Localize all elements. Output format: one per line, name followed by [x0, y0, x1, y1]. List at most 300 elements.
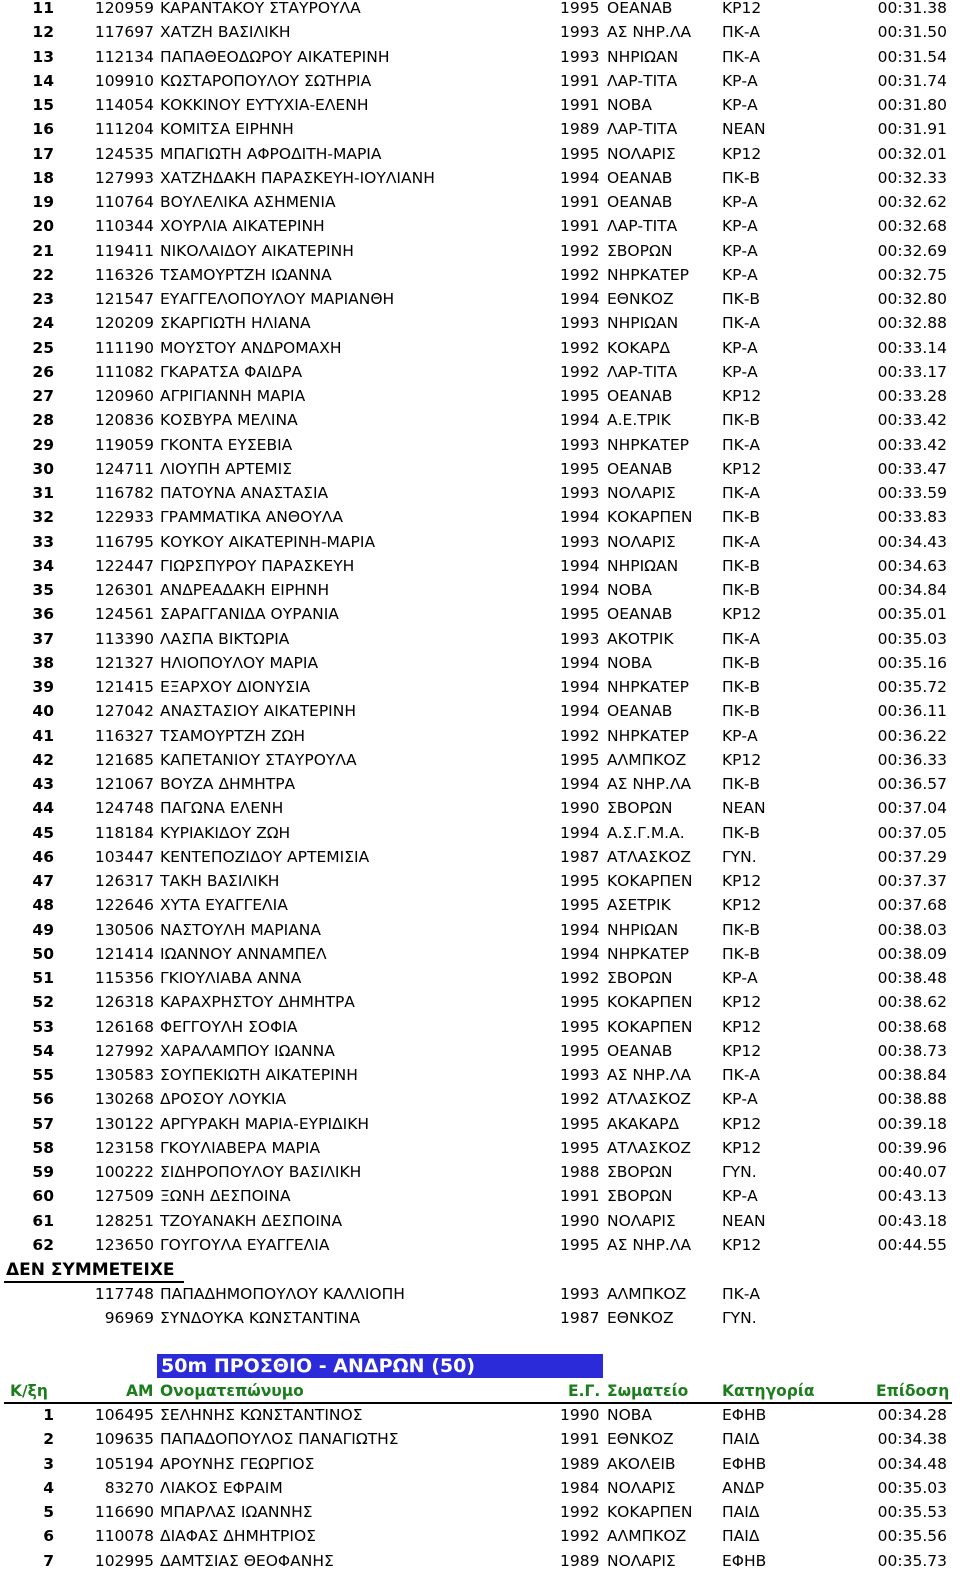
category: ΚΡ-Α: [722, 362, 758, 381]
athlete-id: 120836: [94, 411, 154, 430]
table-row: [0, 69, 960, 93]
table-row: [0, 554, 960, 578]
category: ΕΦΗΒ: [722, 1406, 767, 1424]
category: ΠΚ-Β: [722, 556, 761, 575]
athlete-name: ΚΩΣΤΑΡΟΠΟΥΛΟΥ ΣΩΤΗΡΙΑ: [160, 71, 372, 90]
birth-year: 1995: [560, 387, 600, 405]
category: ΚΡ12: [722, 387, 762, 405]
birth-year: 1990: [560, 1211, 600, 1230]
table-row: [0, 214, 960, 238]
time: 00:33.42: [877, 435, 947, 454]
category: ΚΡ-Α: [722, 96, 758, 114]
athlete-name: ΧΑΡΑΛΑΜΠΟΥ ΙΩΑΝΝΑ: [160, 1041, 335, 1060]
time: 00:32.62: [877, 193, 947, 211]
birth-year: 1991: [560, 193, 600, 211]
rank: 27: [32, 387, 54, 405]
rank: 48: [32, 896, 54, 915]
athlete-id: 119059: [94, 435, 154, 454]
club: ΑΣ ΝΗΡ.ΛΑ: [607, 1235, 692, 1254]
athlete-name: ΔΑΜΤΣΙΑΣ ΘΕΟΦΑΝΗΣ: [160, 1551, 334, 1570]
table-row: [0, 869, 960, 893]
athlete-name: ΔΡΟΣΟΥ ΛΟΥΚΙΑ: [160, 1090, 287, 1109]
time: 00:37.29: [877, 847, 947, 866]
time: 00:32.75: [877, 265, 947, 284]
birth-year: 1992: [560, 726, 600, 745]
athlete-id: 120959: [94, 0, 154, 17]
athlete-name: ΓΚΙΟΥΛΙΑΒΑ ΑΝΝΑ: [160, 969, 302, 987]
table-row: [0, 724, 960, 748]
category: ΠΚ-Β: [722, 823, 761, 842]
rank: 13: [32, 47, 54, 66]
club: ΝΟΛΑΡΙΣ: [607, 1211, 676, 1230]
birth-year: 1992: [560, 265, 600, 284]
birth-year: 1994: [560, 290, 600, 308]
athlete-id: 116690: [94, 1503, 154, 1521]
birth-year: 1995: [560, 896, 600, 915]
time: 00:38.62: [877, 993, 947, 1012]
birth-year: 1992: [560, 1527, 600, 1546]
birth-year: 1993: [560, 23, 600, 42]
athlete-name: ΔΙΑΦΑΣ ΔΗΜΗΤΡΙΟΣ: [160, 1527, 316, 1546]
athlete-id: 124748: [94, 799, 154, 818]
table-row: [0, 893, 960, 917]
rank: 59: [32, 1163, 54, 1181]
birth-year: 1995: [560, 872, 600, 890]
club: ΟΕΑΝΑΒ: [607, 1041, 673, 1060]
rank: 41: [32, 726, 54, 745]
birth-year: 1994: [560, 920, 600, 939]
athlete-id: 120960: [94, 387, 154, 405]
table-row: [0, 1524, 960, 1548]
athlete-name: ΤΖΟΥΑΝΑΚΗ ΔΕΣΠΟΙΝΑ: [160, 1211, 343, 1230]
time: 00:35.03: [877, 1478, 947, 1497]
rank: 20: [32, 217, 54, 236]
rank: 52: [32, 993, 54, 1012]
athlete-id: 121327: [94, 653, 154, 672]
athlete-name: ΤΑΚΗ ΒΑΣΙΛΙΚΗ: [160, 872, 280, 890]
birth-year: 1995: [560, 993, 600, 1012]
birth-year: 1992: [560, 1503, 600, 1521]
athlete-id: 118184: [94, 823, 154, 842]
athlete-id: 122447: [94, 556, 154, 575]
athlete-name: ΛΑΣΠΑ ΒΙΚΤΩΡΙΑ: [160, 629, 290, 648]
category: ΠΑΙΔ: [722, 1430, 760, 1449]
category: ΕΦΗΒ: [722, 1454, 767, 1473]
athlete-id: 110764: [94, 193, 154, 211]
athlete-name: ΚΟΚΚΙΝΟΥ ΕΥΤΥΧΙΑ-ΕΛΕΝΗ: [160, 96, 369, 114]
birth-year: 1995: [560, 1041, 600, 1060]
time: 00:35.53: [877, 1503, 947, 1521]
rank: 26: [32, 362, 54, 381]
category: ΠΚ-Β: [722, 290, 761, 308]
birth-year: 1995: [560, 1138, 600, 1157]
time: 00:32.88: [877, 314, 947, 333]
athlete-name: ΠΑΠΑΘΕΟΔΩΡΟΥ ΑΙΚΑΤΕΡΙΝΗ: [160, 47, 390, 66]
athlete-name: ΓΡΑΜΜΑΤΙΚΑ ΑΝΘΟΥΛΑ: [160, 508, 343, 527]
time: 00:34.28: [877, 1406, 947, 1424]
category: ΓΥΝ.: [722, 1163, 757, 1181]
club: ΟΕΑΝΑΒ: [607, 387, 673, 405]
header-time: Επίδοση: [876, 1382, 950, 1400]
time: 00:44.55: [877, 1235, 947, 1254]
athlete-name: ΜΠΑΓΙΩΤΗ ΑΦΡΟΔΙΤΗ-ΜΑΡΙΑ: [160, 144, 382, 163]
category: ΠΚ-Α: [722, 23, 761, 42]
category: ΠΚ-Α: [722, 314, 761, 333]
time: 00:38.68: [877, 1017, 947, 1036]
club: Α.Σ.Γ.Μ.Α.: [607, 823, 685, 842]
rank: 22: [32, 265, 54, 284]
athlete-id: 122933: [94, 508, 154, 527]
table-row: [0, 772, 960, 796]
table-row: [0, 1427, 960, 1451]
athlete-name: ΚΥΡΙΑΚΙΔΟΥ ΖΩΗ: [160, 823, 291, 842]
athlete-name: ΙΩΑΝΝΟΥ ΑΝΝΑΜΠΕΛ: [160, 944, 327, 963]
athlete-name: ΧΟΥΡΛΙΑ ΑΙΚΑΤΕΡΙΝΗ: [160, 217, 325, 236]
athlete-id: 124711: [94, 459, 154, 478]
club: ΝΟΒΑ: [607, 653, 653, 672]
category: ΚΡ12: [722, 144, 762, 163]
athlete-name: ΚΟΣΒΥΡΑ ΜΕΛΙΝΑ: [160, 411, 298, 430]
athlete-name: ΧΥΤΑ ΕΥΑΓΓΕΛΙΑ: [160, 896, 288, 915]
table-row: [0, 796, 960, 820]
rank: 16: [32, 120, 54, 139]
birth-year: 1993: [560, 1285, 600, 1303]
club: ΣΒΟΡΩΝ: [607, 969, 673, 987]
time: 00:33.59: [877, 484, 947, 502]
athlete-name: ΣΟΥΠΕΚΙΩΤΗ ΑΙΚΑΤΕΡΙΝΗ: [160, 1066, 358, 1084]
time: 00:38.03: [877, 920, 947, 939]
category: ΠΑΙΔ: [722, 1527, 760, 1546]
athlete-id: 130583: [94, 1066, 154, 1084]
time: 00:40.07: [877, 1163, 947, 1181]
rank: 49: [32, 920, 54, 939]
club: ΑΣ ΝΗΡ.ΛΑ: [607, 1066, 692, 1084]
athlete-name: ΑΓΡΙΓΙΑΝΝΗ ΜΑΡΙΑ: [160, 387, 306, 405]
table-row: [0, 530, 960, 554]
category: ΚΡ-Α: [722, 217, 758, 236]
athlete-name: ΑΡΓΥΡΑΚΗ ΜΑΡΙΑ-ΕΥΡΙΔΙΚΗ: [160, 1114, 370, 1133]
category: ΠΚ-Β: [722, 920, 761, 939]
club: ΟΕΑΝΑΒ: [607, 605, 673, 624]
time: 00:32.01: [877, 144, 947, 163]
club: ΕΘΝΚΟΖ: [607, 1309, 674, 1328]
category: ΚΡ12: [722, 872, 762, 890]
table-row: [0, 166, 960, 190]
birth-year: 1992: [560, 338, 600, 357]
athlete-name: ΣΚΑΡΓΙΩΤΗ ΗΛΙΑΝΑ: [160, 314, 311, 333]
category: ΚΡ12: [722, 605, 762, 624]
club: ΚΟΚΑΡΠΕΝ: [607, 1503, 693, 1521]
time: 00:35.16: [877, 653, 947, 672]
club: ΛΑΡ-ΤΙΤΑ: [607, 71, 678, 90]
rank: 3: [43, 1454, 54, 1473]
time: 00:32.68: [877, 217, 947, 236]
time: 00:33.28: [877, 387, 947, 405]
category: ΠΚ-Α: [722, 1066, 761, 1084]
time: 00:43.13: [877, 1187, 947, 1206]
athlete-id: 124535: [94, 144, 154, 163]
athlete-id: 130268: [94, 1090, 154, 1109]
time: 00:32.33: [877, 168, 947, 187]
club: ΕΘΝΚΟΖ: [607, 290, 674, 308]
rank: 50: [32, 944, 54, 963]
category: ΑΝΔΡ: [722, 1478, 765, 1497]
rank: 42: [32, 750, 54, 769]
table-row: [0, 1136, 960, 1160]
time: 00:31.50: [877, 23, 947, 42]
rank: 36: [32, 605, 54, 624]
time: 00:35.03: [877, 629, 947, 648]
rank: 21: [32, 241, 54, 260]
birth-year: 1991: [560, 1430, 600, 1449]
table-row: [0, 1403, 960, 1427]
birth-year: 1992: [560, 241, 600, 260]
birth-year: 1989: [560, 120, 600, 139]
athlete-name: ΤΣΑΜΟΥΡΤΖΗ ΙΩΑΝΝΑ: [160, 265, 332, 284]
category: ΠΚ-Α: [722, 484, 761, 502]
athlete-id: 111190: [94, 338, 154, 357]
table-row: [0, 1039, 960, 1063]
athlete-name: ΑΝΔΡΕΑΔΑΚΗ ΕΙΡΗΝΗ: [160, 581, 330, 599]
birth-year: 1995: [560, 459, 600, 478]
table-row: [0, 408, 960, 432]
athlete-name: ΛΙΑΚΟΣ ΕΦΡΑΙΜ: [160, 1478, 283, 1497]
time: 00:37.05: [877, 823, 947, 842]
club: ΑΚΟΤΡΙΚ: [607, 629, 674, 648]
table-row: [0, 918, 960, 942]
athlete-name: ΚΕΝΤΕΠΟΖΙΔΟΥ ΑΡΤΕΜΙΣΙΑ: [160, 847, 370, 866]
rank: 46: [32, 847, 54, 866]
time: 00:33.47: [877, 459, 947, 478]
time: 00:31.74: [877, 71, 947, 90]
birth-year: 1995: [560, 1235, 600, 1254]
club: ΟΕΑΝΑΒ: [607, 0, 673, 17]
athlete-name: ΠΑΠΑΔΗΜΟΠΟΥΛΟΥ ΚΑΛΛΙΟΠΗ: [160, 1285, 405, 1303]
athlete-id: 96969: [104, 1309, 154, 1328]
athlete-id: 116327: [94, 726, 154, 745]
birth-year: 1995: [560, 144, 600, 163]
athlete-id: 120209: [94, 314, 154, 333]
athlete-id: 116326: [94, 265, 154, 284]
category: ΚΡ-Α: [722, 241, 758, 260]
athlete-name: ΠΑΓΩΝΑ ΕΛΕΝΗ: [160, 799, 284, 818]
athlete-name: ΣΑΡΑΓΓΑΝΙΔΑ ΟΥΡΑΝΙΑ: [160, 605, 339, 624]
athlete-id: 121547: [94, 290, 154, 308]
table-row: [0, 1087, 960, 1111]
category: ΠΚ-Β: [722, 168, 761, 187]
athlete-id: 122646: [94, 896, 154, 915]
rank: 51: [32, 969, 54, 987]
athlete-id: 126317: [94, 872, 154, 890]
table-row: [0, 433, 960, 457]
club: ΝΗΡΙΩΑΝ: [607, 920, 679, 939]
rank: 29: [32, 435, 54, 454]
time: 00:33.83: [877, 508, 947, 527]
birth-year: 1995: [560, 1114, 600, 1133]
rank: 56: [32, 1090, 54, 1109]
birth-year: 1991: [560, 1187, 600, 1206]
athlete-name: ΗΛΙΟΠΟΥΛΟΥ ΜΑΡΙΑ: [160, 653, 319, 672]
table-row: [0, 651, 960, 675]
club: ΝΗΡΚΑΤΕΡ: [607, 944, 689, 963]
category: ΠΚ-Α: [722, 435, 761, 454]
time: 00:36.11: [877, 702, 947, 721]
table-row: [0, 360, 960, 384]
athlete-id: 130506: [94, 920, 154, 939]
athlete-name: ΧΑΤΖΗ ΒΑΣΙΛΙΚΗ: [160, 23, 291, 42]
athlete-name: ΜΟΥΣΤΟΥ ΑΝΔΡΟΜΑΧΗ: [160, 338, 342, 357]
category: ΠΚ-Α: [722, 1285, 761, 1303]
rank: 7: [43, 1551, 54, 1570]
table-row: [0, 1500, 960, 1524]
birth-year: 1994: [560, 168, 600, 187]
category: ΚΡ12: [722, 1114, 762, 1133]
time: 00:34.38: [877, 1430, 947, 1449]
birth-year: 1992: [560, 362, 600, 381]
table-row: [0, 336, 960, 360]
table-row: [0, 190, 960, 214]
club: ΑΛΜΠΚΟΖ: [607, 750, 687, 769]
birth-year: 1987: [560, 1309, 600, 1328]
athlete-name: ΠΑΠΑΔΟΠΟΥΛΟΣ ΠΑΝΑΓΙΩΤΗΣ: [160, 1430, 399, 1449]
rank: 47: [32, 872, 54, 890]
club: ΚΟΚΑΡΠΕΝ: [607, 508, 693, 527]
club: ΝΟΛΑΡΙΣ: [607, 144, 676, 163]
athlete-id: 126301: [94, 581, 154, 599]
rank: 55: [32, 1066, 54, 1084]
rank: 28: [32, 411, 54, 430]
time: 00:31.91: [877, 120, 947, 139]
table-row: [0, 627, 960, 651]
birth-year: 1995: [560, 605, 600, 624]
athlete-name: ΕΥΑΓΓΕΛΟΠΟΥΛΟΥ ΜΑΡΙΑΝΘΗ: [160, 290, 395, 308]
time: 00:38.09: [877, 944, 947, 963]
time: 00:35.56: [877, 1527, 947, 1546]
time: 00:39.96: [877, 1138, 947, 1157]
athlete-id: 112134: [94, 47, 154, 66]
time: 00:43.18: [877, 1211, 947, 1230]
club: ΝΟΒΑ: [607, 581, 653, 599]
athlete-id: 109910: [94, 71, 154, 90]
birth-year: 1995: [560, 750, 600, 769]
time: 00:34.43: [877, 532, 947, 551]
club: ΕΘΝΚΟΖ: [607, 1430, 674, 1449]
athlete-id: 117748: [94, 1285, 154, 1303]
rank: 15: [32, 96, 54, 114]
athlete-id: 127992: [94, 1041, 154, 1060]
table-row: [0, 1063, 960, 1087]
athlete-id: 128251: [94, 1211, 154, 1230]
rank: 1: [43, 1406, 54, 1424]
table-row: [0, 505, 960, 529]
birth-year: 1991: [560, 71, 600, 90]
rank: 32: [32, 508, 54, 527]
time: 00:32.69: [877, 241, 947, 260]
table-row: [0, 287, 960, 311]
birth-year: 1993: [560, 1066, 600, 1084]
category: ΠΚ-Β: [722, 678, 761, 696]
birth-year: 1994: [560, 823, 600, 842]
category: ΚΡ-Α: [722, 969, 758, 987]
athlete-name: ΚΟΜΙΤΣΑ ΕΙΡΗΝΗ: [160, 120, 294, 139]
header-club: Σωματείο: [607, 1382, 689, 1400]
category: ΚΡ12: [722, 1017, 762, 1036]
athlete-name: ΓΚΑΡΑΤΣΑ ΦΑΙΔΡΑ: [160, 362, 303, 381]
athlete-id: 102995: [94, 1551, 154, 1570]
category: ΚΡ12: [722, 459, 762, 478]
rank: 60: [32, 1187, 54, 1206]
dns-section-label: ΔΕΝ ΣΥΜΜΕΤΕΙΧΕ: [6, 1260, 175, 1280]
table-row: [0, 457, 960, 481]
time: 00:38.48: [877, 969, 947, 987]
birth-year: 1992: [560, 969, 600, 987]
athlete-id: 115356: [94, 969, 154, 987]
table-row: [0, 1233, 960, 1257]
category: ΝΕΑΝ: [722, 120, 766, 139]
table-row: [0, 1160, 960, 1184]
birth-year: 1994: [560, 702, 600, 721]
birth-year: 1994: [560, 556, 600, 575]
rank: 30: [32, 459, 54, 478]
birth-year: 1994: [560, 411, 600, 430]
category: ΚΡ12: [722, 896, 762, 915]
athlete-id: 119411: [94, 241, 154, 260]
birth-year: 1990: [560, 1406, 600, 1424]
athlete-id: 127509: [94, 1187, 154, 1206]
athlete-name: ΚΟΥΚΟΥ ΑΙΚΑΤΕΡΙΝΗ-ΜΑΡΙΑ: [160, 532, 376, 551]
athlete-name: ΠΑΤΟΥΝΑ ΑΝΑΣΤΑΣΙΑ: [160, 484, 329, 502]
club: ΟΕΑΝΑΒ: [607, 193, 673, 211]
rank: 33: [32, 532, 54, 551]
table-row: [0, 1209, 960, 1233]
rank: 43: [32, 775, 54, 793]
club: ΚΟΚΑΡΠΕΝ: [607, 1017, 693, 1036]
time: 00:34.48: [877, 1454, 947, 1473]
table-row: [0, 845, 960, 869]
rank: 34: [32, 556, 54, 575]
athlete-name: ΑΡΟΥΝΗΣ ΓΕΩΡΓΙΟΣ: [160, 1454, 315, 1473]
club: ΟΕΑΝΑΒ: [607, 459, 673, 478]
birth-year: 1993: [560, 435, 600, 454]
club: ΝΗΡΙΩΑΝ: [607, 314, 679, 333]
club: ΝΗΡΚΑΤΕΡ: [607, 435, 689, 454]
birth-year: 1984: [560, 1478, 600, 1497]
athlete-id: 130122: [94, 1114, 154, 1133]
table-row: [0, 311, 960, 335]
category: ΚΡ12: [722, 1235, 762, 1254]
birth-year: 1991: [560, 217, 600, 236]
time: 00:38.84: [877, 1066, 947, 1084]
athlete-id: 114054: [94, 96, 154, 114]
club: ΛΑΡ-ΤΙΤΑ: [607, 217, 678, 236]
time: 00:34.84: [877, 581, 947, 599]
athlete-name: ΣΙΔΗΡΟΠΟΥΛΟΥ ΒΑΣΙΛΙΚΗ: [160, 1163, 362, 1181]
table-row: [0, 1549, 960, 1573]
rank: 6: [43, 1527, 54, 1546]
athlete-name: ΓΟΥΓΟΥΛΑ ΕΥΑΓΓΕΛΙΑ: [160, 1235, 330, 1254]
table-row: [0, 20, 960, 44]
category: ΚΡ-Α: [722, 338, 758, 357]
rank: 25: [32, 338, 54, 357]
athlete-name: ΓΙΩΡΣΠΥΡΟΥ ΠΑΡΑΣΚΕΥΗ: [160, 556, 355, 575]
birth-year: 1991: [560, 96, 600, 114]
club: ΝΗΡΚΑΤΕΡ: [607, 726, 689, 745]
category: ΠΚ-Α: [722, 47, 761, 66]
rank: 12: [32, 23, 54, 42]
rank: 2: [43, 1430, 54, 1449]
club: ΑΚΑΚΑΡΔ: [607, 1114, 680, 1133]
table-row: [0, 117, 960, 141]
